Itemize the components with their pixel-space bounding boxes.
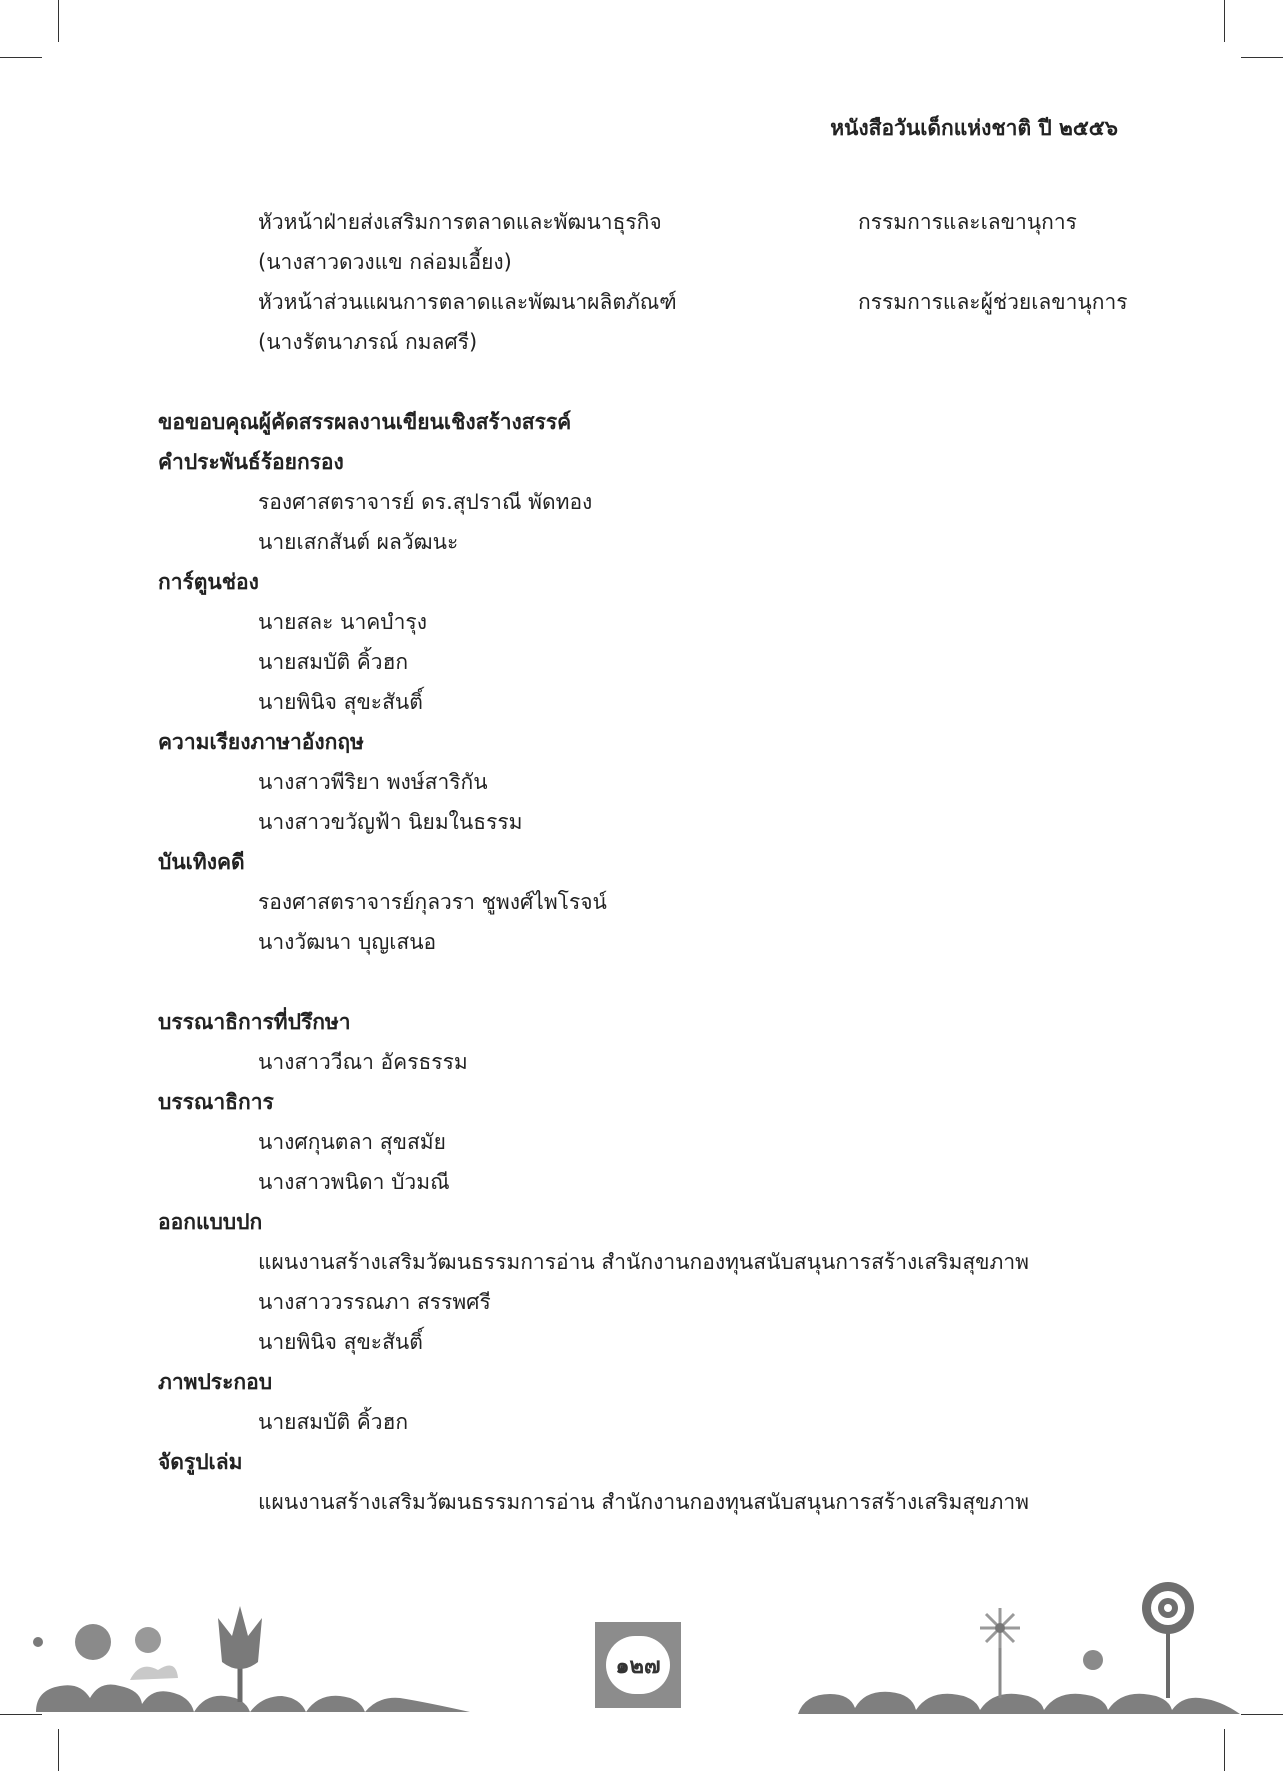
section-name: รองศาสตราจารย์ ดร.สุปราณี พัดทอง [258, 490, 593, 514]
right-hills [798, 1582, 1240, 1714]
section-heading: คำประพันธ์ร้อยกรอง [158, 450, 344, 474]
page-number: ๑๒๗ [606, 1636, 670, 1694]
section-heading: บรรณาธิการ [158, 1090, 274, 1114]
section-heading: การ์ตูนช่อง [158, 570, 259, 594]
section-name: แผนงานสร้างเสริมวัฒนธรรมการอ่าน สำนักงานกองทุนสนับสนุนการสร้างเสริมสุขภาพ [258, 1250, 1030, 1274]
section-name: นายสละ นาคบำรุง [258, 610, 427, 634]
section-heading: บรรณาธิการที่ปรึกษา [158, 1010, 351, 1034]
section-name: นางศกุนตลา สุขสมัย [258, 1130, 446, 1154]
section-name: นายเสกสันต์ ผลวัฒนะ [258, 530, 459, 554]
crop-mark-bottom-right-v [1224, 1729, 1225, 1771]
crop-mark-top-left-v [58, 0, 59, 42]
committee-name-1: (นางสาวดวงแข กล่อมเอี้ยง) [258, 250, 512, 274]
left-hills [33, 1606, 470, 1712]
section-heading: จัดรูปเล่ม [158, 1450, 243, 1474]
crop-mark-top-right-h [1241, 57, 1283, 58]
crop-mark-top-right-v [1224, 0, 1225, 42]
page-header: หนังสือวันเด็กแห่งชาติ ปี ๒๕๕๖ [830, 116, 1118, 140]
committee-role-2: กรรมการและผู้ช่วยเลขานุการ [858, 290, 1128, 314]
section-name: นายพินิจ สุขะสันติ์ [258, 690, 423, 714]
section-name: นางสาววรรณภา สรรพศรี [258, 1290, 491, 1314]
section-name: นายสมบัติ คิ้วฮก [258, 650, 409, 674]
committee-position-2: หัวหน้าส่วนแผนการตลาดและพัฒนาผลิตภัณฑ์ [258, 290, 677, 314]
crop-mark-top-left-h [0, 57, 42, 58]
section-name: นางวัฒนา บุญเสนอ [258, 930, 437, 954]
section-name: แผนงานสร้างเสริมวัฒนธรรมการอ่าน สำนักงานกองทุนสนับสนุนการสร้างเสริมสุขภาพ [258, 1490, 1030, 1514]
committee-role-1: กรรมการและเลขานุการ [858, 210, 1077, 234]
committee-position-1: หัวหน้าฝ่ายส่งเสริมการตลาดและพัฒนาธุรกิจ [258, 210, 662, 234]
committee-name-2: (นางรัตนาภรณ์ กมลศรี) [258, 330, 478, 354]
section-heading: ความเรียงภาษาอังกฤษ [158, 730, 364, 754]
section-heading: ออกแบบปก [158, 1210, 263, 1234]
section-name: นางสาววีณา อัครธรรม [258, 1050, 468, 1074]
thanks-title: ขอขอบคุณผู้คัดสรรผลงานเขียนเชิงสร้างสรรค์ [158, 410, 572, 434]
section-heading: ภาพประกอบ [158, 1370, 273, 1394]
section-heading: บันเทิงคดี [158, 850, 245, 874]
section-name: นางสาวขวัญฟ้า นิยมในธรรม [258, 810, 523, 834]
section-name: นางสาวพนิดา บัวมณี [258, 1170, 450, 1194]
page-number-box [595, 1622, 681, 1708]
section-name: นายสมบัติ คิ้วฮก [258, 1410, 409, 1434]
section-name: นางสาวพีริยา พงษ์สาริกัน [258, 770, 488, 794]
section-name: นายพินิจ สุขะสันติ์ [258, 1330, 423, 1354]
crop-mark-bottom-left-v [58, 1729, 59, 1771]
section-name: รองศาสตราจารย์กุลวรา ชูพงศ์ไพโรจน์ [258, 890, 607, 914]
